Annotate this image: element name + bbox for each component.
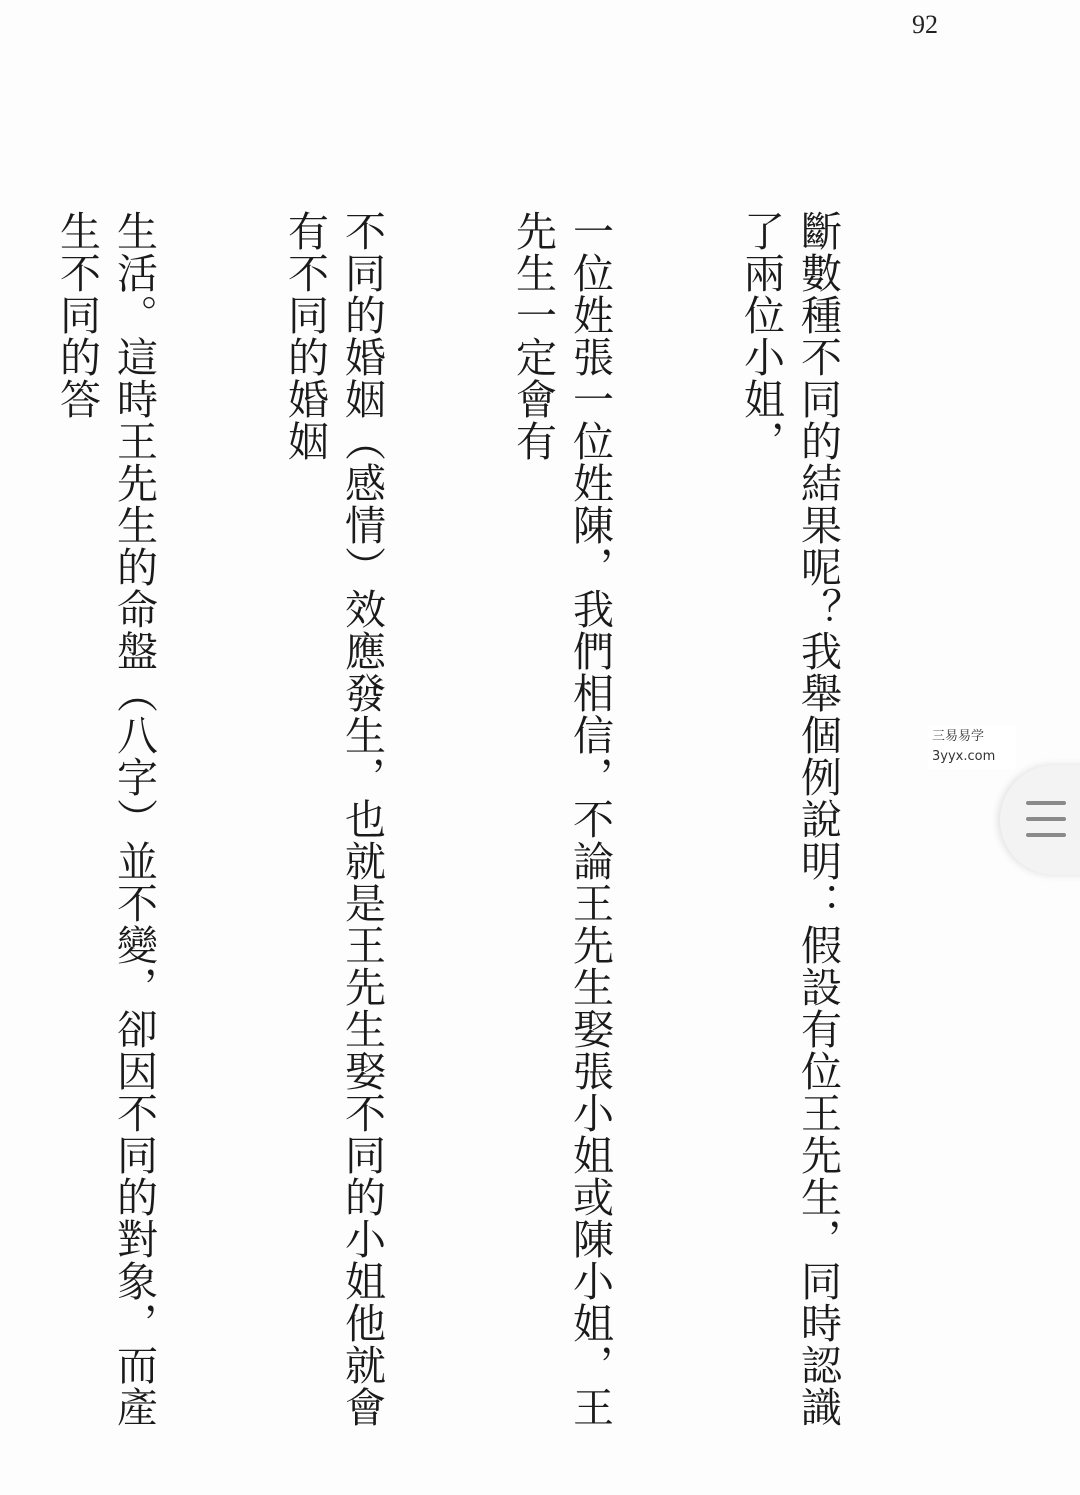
watermark-name: 三易易学 [932,729,985,744]
text-line: 一位姓張一位姓陳，我們相信，不論王先生娶張小姐或陳小姐，王先生一定會有 [509,210,614,1428]
text-line: 生活。這時王先生的命盤（八字）並不變，卻因不同的對象，而產生不同的答 [53,210,158,1428]
site-watermark [928,725,1016,769]
hamburger-menu-icon [1026,801,1066,837]
text-line: 斷數種不同的結果呢？我舉個例說明：假設有位王先生，同時認識了兩位小姐， [737,210,842,1428]
text-line: 不同的婚姻（感情）效應發生，也就是王先生娶不同的小姐他就會有不同的婚姻 [281,210,386,1428]
body-text [0,210,960,1430]
watermark-url: 3yyx.com [932,749,996,764]
side-menu-button[interactable] [1000,765,1080,875]
page-number: 92 [912,10,938,39]
